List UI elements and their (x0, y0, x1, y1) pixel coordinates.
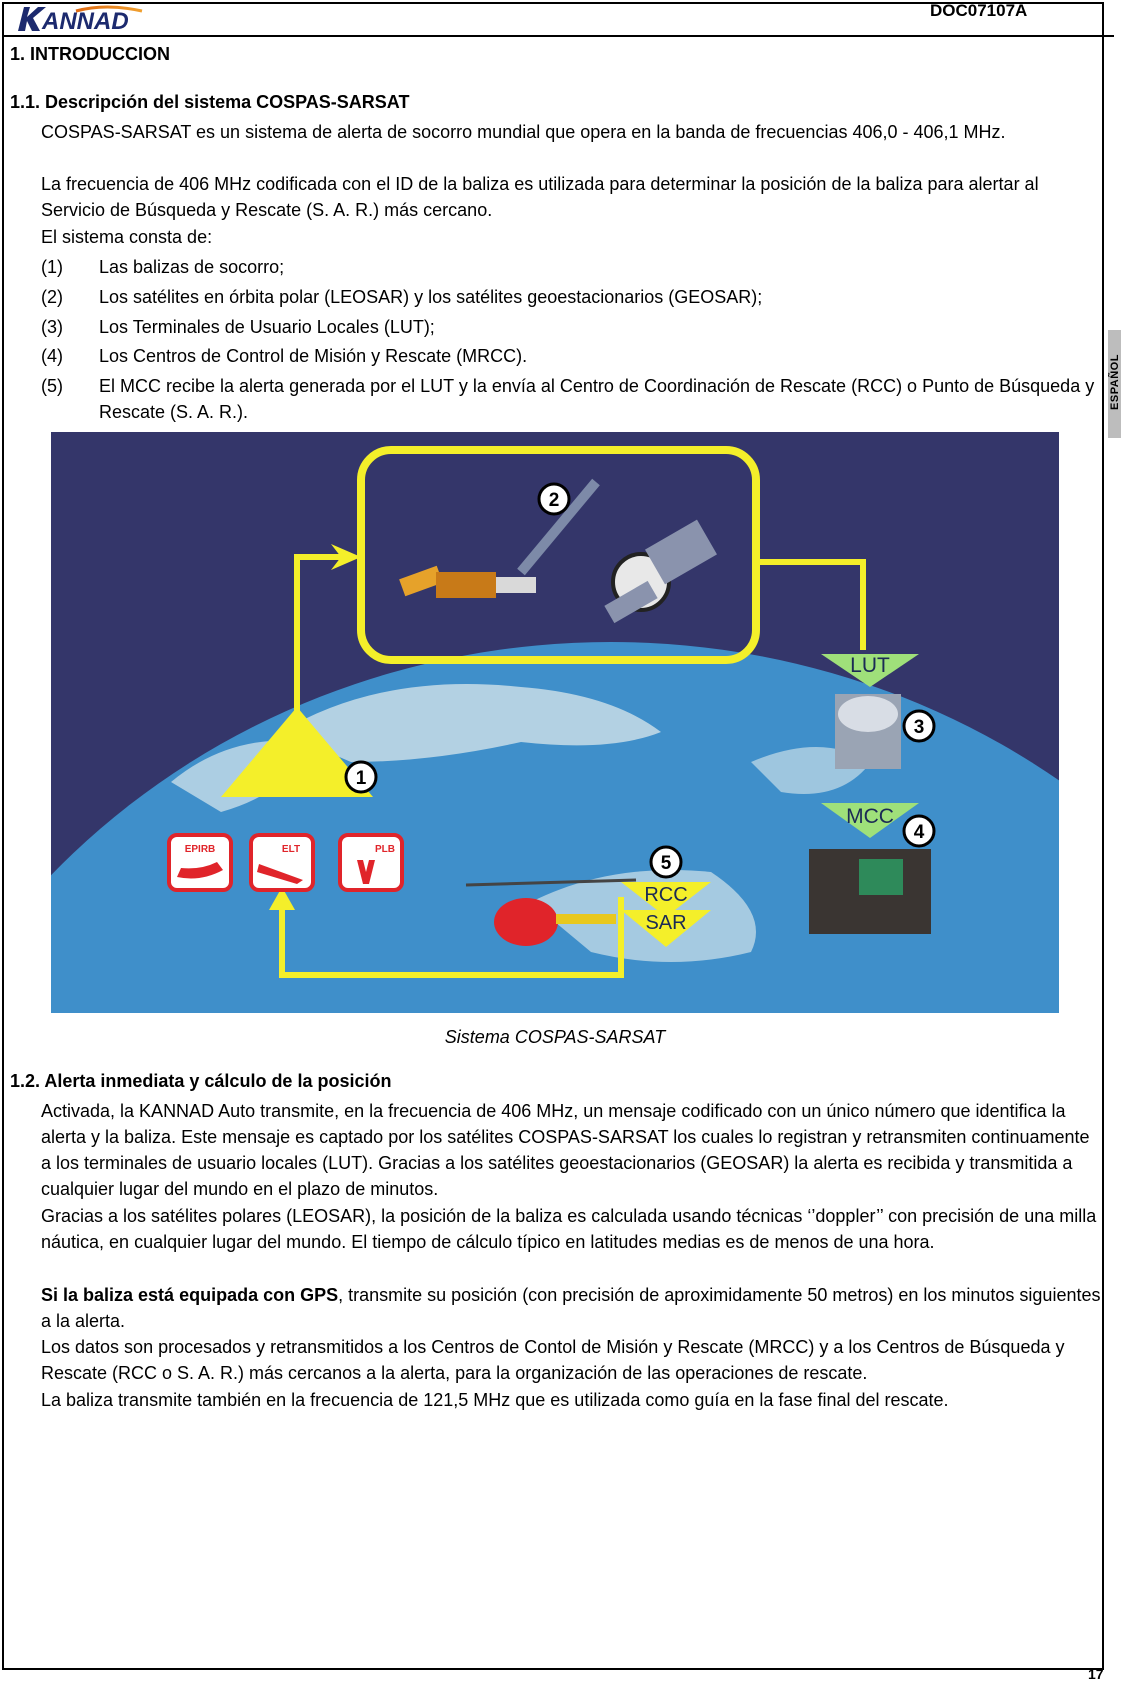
paragraph-rest: , transmite su posición (con precisión de aproximidamente 50 metros) en los minutos siguientes a la alerta. (41, 1285, 1101, 1331)
section-1-heading: 1. INTRODUCCION (10, 44, 171, 64)
section-1-2-heading: 1.2. Alerta inmediata y cálculo de la posición (10, 1071, 392, 1091)
badge-2 (539, 484, 569, 514)
plb-label: PLB (375, 844, 395, 855)
badge-1 (346, 762, 376, 792)
sar-label: SAR (645, 912, 687, 934)
rcc-label: RCC (644, 884, 688, 906)
badge-number: 1 (355, 768, 367, 789)
paragraph: La baliza transmite también en la frecuencia de 121,5 MHz que es utilizada como guía en la fase final del rescate. (41, 1390, 949, 1410)
list-number: (3) (41, 317, 63, 337)
paragraph: Activada, la KANNAD Auto transmite, en la frecuencia de 406 MHz, un mensaje codificado con un único número que identifica la alerta y la baliza. Este mensaje es captado por los satélites COSPAS-SARSAT los cuales lo registran y retransmiten continuamente a los terminales de usuario locales (LUT). Gracias a los satélites geoestacionarios (GEOSAR) la alerta es recibida y transmitida a cualquier lugar del mundo en el plazo de minutos. (41, 1101, 1090, 1199)
badge-5 (651, 847, 681, 877)
section-1-1-heading: 1.1. Descripción del sistema COSPAS-SARSAT (10, 92, 410, 112)
badge-3 (904, 711, 934, 741)
elt-label: ELT (281, 844, 301, 855)
figure-caption: Sistema COSPAS-SARSAT (444, 1027, 666, 1047)
document-id: DOC07107A (930, 1, 1028, 20)
paragraph: COSPAS-SARSAT es un sistema de alerta de socorro mundial que opera en la banda de frecuencias 406,0 - 406,1 MHz. (41, 122, 1006, 142)
paragraph (41, 1282, 1101, 1334)
bold-phrase: Si la baliza está equipada con GPS (41, 1285, 339, 1305)
badge-number: 4 (913, 822, 925, 843)
badge-number: 3 (913, 717, 925, 738)
paragraph: La frecuencia de 406 MHz codificada con el ID de la baliza es utilizada para determinar la posición de la baliza para alertar al Servicio de Búsqueda y Rescate (S. A. R.) más cercano. (41, 174, 1039, 220)
svg-text:ANNAD: ANNAD (42, 8, 129, 33)
paragraph: El sistema consta de: (41, 227, 213, 247)
language-tab (1108, 330, 1121, 438)
monitor-icon (859, 859, 903, 895)
list-text: Las balizas de socorro; (99, 257, 285, 277)
header-divider (2, 35, 1114, 37)
list-text: Los Centros de Control de Misión y Rescate (MRCC). (99, 346, 528, 366)
lut-label: LUT (850, 654, 890, 677)
language-tab-label: ESPAÑOL (1109, 354, 1121, 410)
epirb-label: EPIRB (184, 844, 216, 855)
cospas-sarsat-diagram (51, 432, 1059, 1013)
list-text: Los satélites en órbita polar (LEOSAR) y los satélites geoestacionarios (GEOSAR); (99, 287, 763, 307)
badge-number: 5 (660, 853, 672, 874)
list-number: (1) (41, 257, 63, 277)
page-number: 17 (1088, 1666, 1104, 1682)
paragraph: Los datos son procesados y retransmitidos a los Centros de Contol de Misión y Rescate (MRCC) y a los Centros de Búsqueda y Rescate (RCC o S. A. R.) más cercanos a la alerta, para la organización de las operaciones de rescate. (41, 1337, 1065, 1383)
mcc-label: MCC (846, 805, 894, 828)
list-text: El MCC recibe la alerta generada por el LUT y la envía al Centro de Coordinación de Rescate (RCC) o Punto de Búsqueda y Rescate (S. A. R.). (99, 376, 1095, 422)
list-text: Los Terminales de Usuario Locales (LUT); (99, 317, 435, 337)
list-number: (2) (41, 287, 63, 307)
badge-number: 2 (548, 490, 560, 511)
list-number: (4) (41, 346, 63, 366)
paragraph: Gracias a los satélites polares (LEOSAR), la posición de la baliza es calculada usando técnicas ‘’doppler’’ con precisión de una milla náutica, en cualquier lugar del mundo. El tiempo de cálculo típico en latitudes medias es de menos de una hora. (41, 1206, 1097, 1252)
kannad-logo (16, 5, 156, 33)
radome-icon (838, 696, 898, 732)
list-number: (5) (41, 376, 63, 396)
badge-4 (904, 816, 934, 846)
